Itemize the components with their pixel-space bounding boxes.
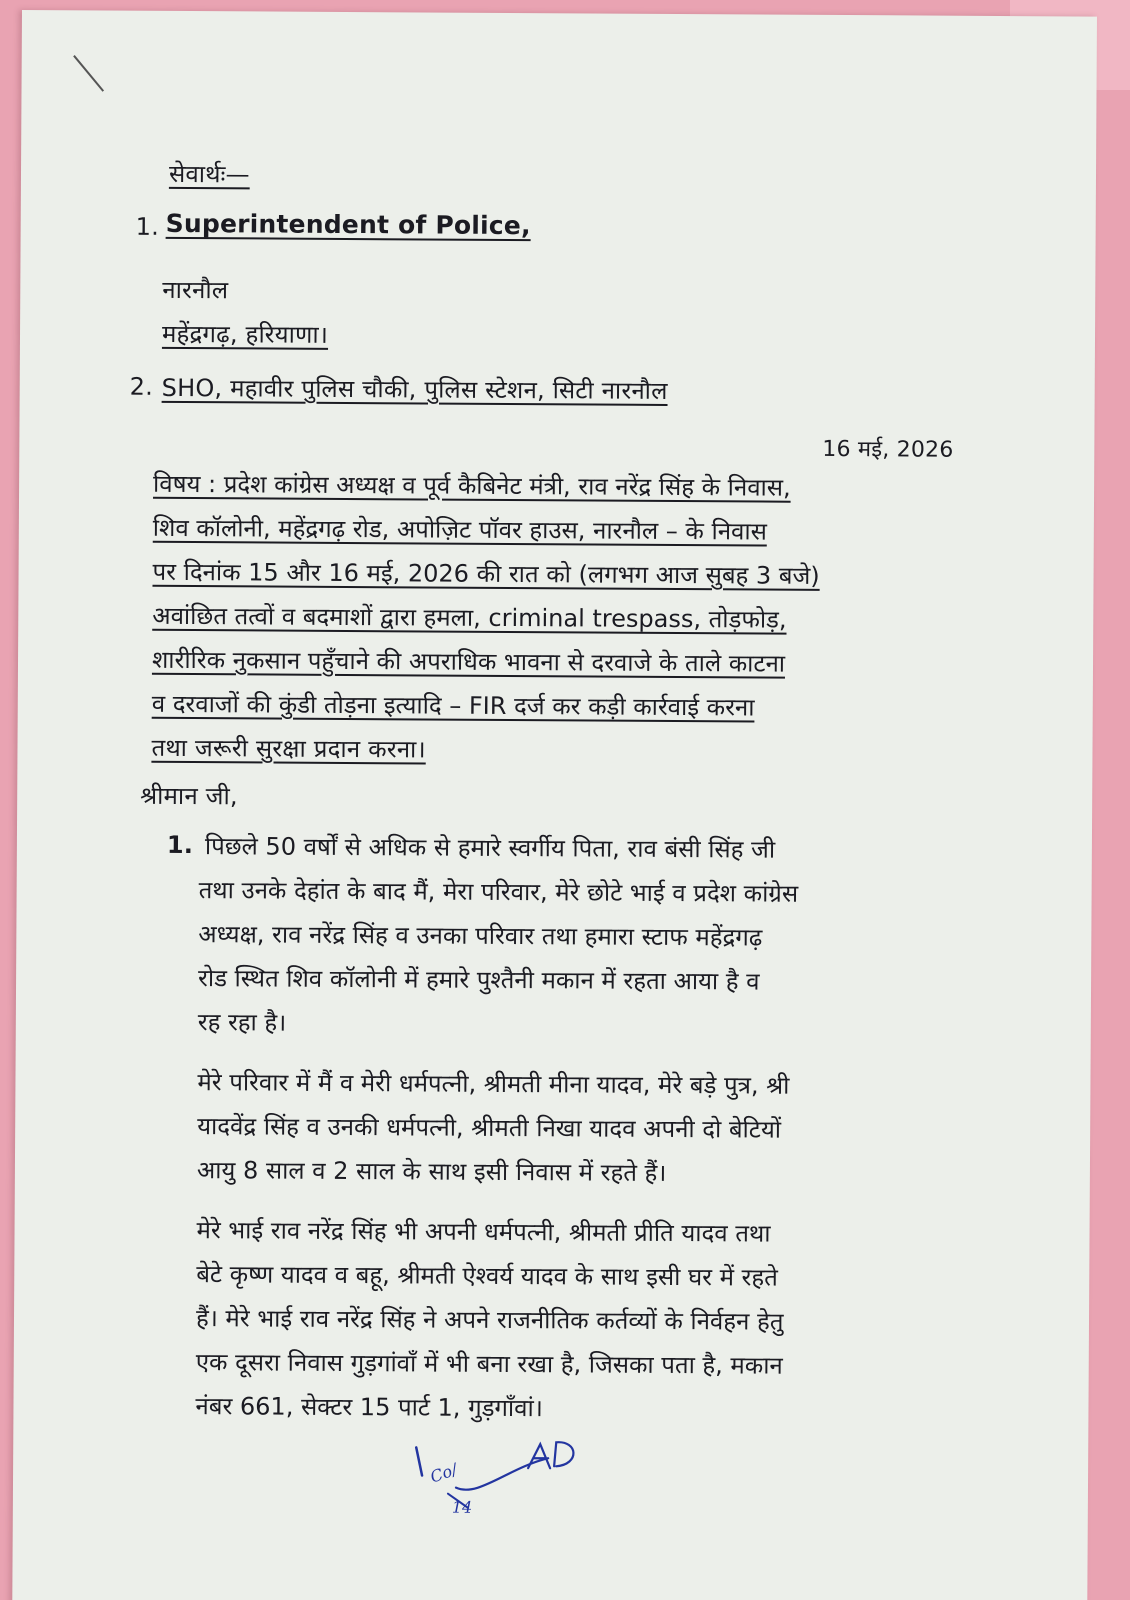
paragraph-1-line: अध्यक्ष, राव नरेंद्र सिंह व उनका परिवार तथा हमारा स्टाफ महेंद्रगढ़ [198, 920, 763, 952]
letter-page [12, 10, 1097, 1600]
signature [408, 1427, 609, 1542]
subject-line: पर दिनांक 15 और 16 मई, 2026 की रात को (लगभग आज सुबह 3 बजे) [152, 557, 820, 590]
signature-note: Co/ [427, 1459, 460, 1487]
paragraph-1-line: रोड स्थित शिव कॉलोनी में हमारे पुश्तैनी मकान में रहता आया है व [198, 964, 760, 996]
point-number: 1. [166, 830, 194, 860]
addressee-1-number: 1. [135, 212, 160, 241]
pen-mark [73, 55, 104, 92]
paragraph-3-line: नंबर 661, सेक्टर 15 पार्ट 1, गुड़गाँवां। [195, 1392, 543, 1423]
subject-line: शिव कॉलोनी, महेंद्रगढ़ रोड, अपोज़िट पॉवर हाउस, नारनौल – के निवास [152, 513, 767, 546]
subject-line: अवांछित तत्वों व बदमाशों द्वारा हमला, criminal trespass, तोड़फोड़, [152, 601, 787, 634]
paragraph-3-line: मेरे भाई राव नरेंद्र सिंह भी अपनी धर्मपत्नी, श्रीमती प्रीति यादव तथा [196, 1216, 771, 1248]
subject-line: शारीरिक नुकसान पहुँचाने की अपराधिक भावना से दरवाजे के ताले काटना [151, 645, 786, 678]
paragraph-2-line: यादवेंद्र सिंह व उनकी धर्मपत्नी, श्रीमती निखा यादव अपनी दो बेटियों [197, 1112, 782, 1144]
addressee-2-text: SHO, महावीर पुलिस चौकी, पुलिस स्टेशन, सिटी नारनौल [161, 373, 668, 405]
addressee-label: सेवार्थः— [168, 159, 250, 189]
paragraph-1-line: रह रहा है। [197, 1008, 287, 1037]
addressee-1-title: Superintendent of Police, [165, 208, 531, 241]
paragraph-2-line: मेरे परिवार में मैं व मेरी धर्मपत्नी, श्रीमती मीना यादव, मेरे बड़े पुत्र, श्री [197, 1068, 790, 1100]
addressee-2-number: 2. [129, 372, 154, 401]
signature-date-mark: 14 [451, 1497, 473, 1517]
paragraph-1-line: तथा उनके देहांत के बाद मैं, मेरा परिवार, मेरे छोटे भाई व प्रदेश कांग्रेस [198, 876, 799, 908]
subject-line: व दरवाजों की कुंडी तोड़ना इत्यादि – FIR दर्ज कर कड़ी कार्रवाई करना [151, 689, 755, 722]
paragraph-1-line: पिछले 50 वर्षों से अधिक से हमारे स्वर्गीय पिता, राव बंसी सिंह जी [204, 832, 776, 864]
paragraph-2-line: आयु 8 साल व 2 साल के साथ इसी निवास में रहते हैं। [196, 1156, 667, 1187]
paragraph-3-line: हैं। मेरे भाई राव नरेंद्र सिंह ने अपने राजनीतिक कर्तव्यों के निर्वहन हेतु [195, 1304, 784, 1336]
addressee-1-city: नारनौल [162, 275, 229, 305]
paragraph-3-line: एक दूसरा निवास गुड़गांवाँ में भी बना रखा है, जिसका पता है, मकान [195, 1348, 783, 1380]
paragraph-3-line: बेटे कृष्ण यादव व बहू, श्रीमती ऐश्वर्य यादव के साथ इसी घर में रहते [196, 1260, 778, 1292]
letter-date: 16 मई, 2026 [822, 436, 954, 463]
subject-line: विषय : प्रदेश कांग्रेस अध्यक्ष व पूर्व कैबिनेट मंत्री, राव नरेंद्र सिंह के निवास, [153, 469, 791, 502]
addressee-1-state: महेंद्रगढ़, हरियाणा। [161, 319, 329, 349]
salutation: श्रीमान जी, [140, 781, 238, 811]
subject-line: तथा जरूरी सुरक्षा प्रदान करना। [151, 733, 426, 764]
